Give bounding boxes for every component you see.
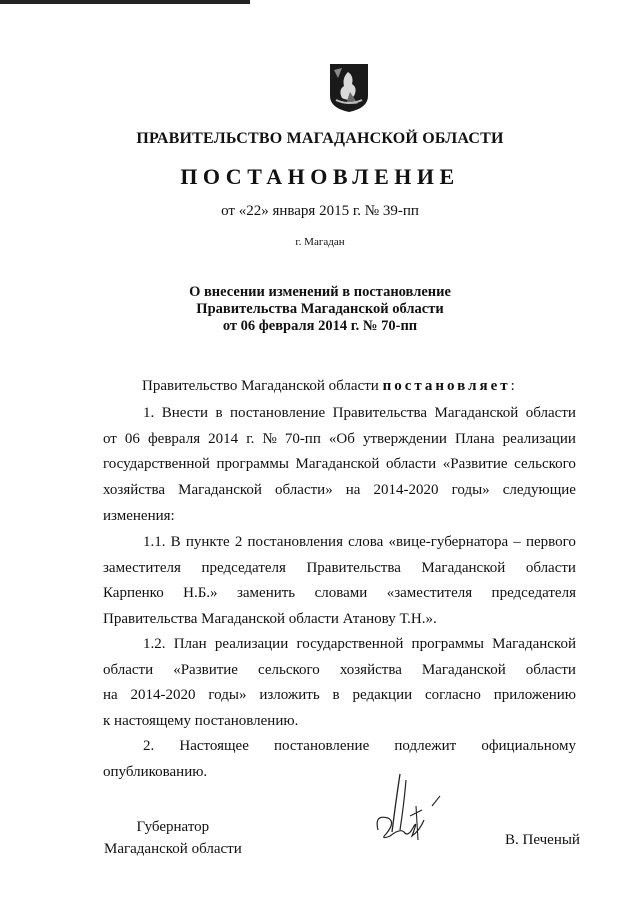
word: 2014 [208, 430, 239, 447]
word: Магаданской [178, 482, 262, 499]
word: – [513, 534, 521, 550]
word: Карпенко [103, 585, 164, 602]
paragraph-line [103, 452, 576, 478]
word: области [525, 661, 576, 678]
handwritten-signature [366, 770, 446, 845]
paragraph-line [103, 683, 576, 709]
lead-text: Правительство Магаданской области [142, 378, 379, 394]
paragraph-line [103, 734, 576, 760]
word: 70-пп [284, 430, 321, 447]
word: заменить [236, 585, 296, 602]
word: 1.1. [143, 534, 166, 550]
signatory-position [104, 816, 242, 860]
word: хозяйства [339, 661, 402, 678]
word: № [262, 430, 277, 447]
word: в [215, 405, 223, 421]
word: области [385, 456, 437, 473]
word: 1.2. [143, 636, 166, 652]
paragraph-1 [103, 401, 576, 529]
paragraph-line: опубликованию. [103, 763, 208, 780]
word: 2 [234, 534, 243, 550]
word: словами [314, 585, 368, 602]
word: изложить [259, 687, 320, 704]
word: постановление [274, 738, 370, 754]
word: Н.Б.» [183, 585, 218, 602]
word: первого [525, 534, 576, 550]
word: В [170, 534, 181, 550]
word: 06 [124, 430, 140, 447]
word: 1. [143, 405, 155, 421]
paragraph-line [103, 427, 576, 453]
word: «Об [328, 430, 355, 447]
organization-title: ПРАВИТЕЛЬСТВО МАГАДАНСКОЙ ОБЛАСТИ [136, 130, 504, 147]
word: на [345, 482, 361, 499]
subject-line: от 06 февраля 2014 г. № 70-пп [222, 318, 418, 334]
paragraph-line [103, 632, 576, 658]
word: 2. [143, 738, 155, 754]
paragraph-1-2 [103, 632, 576, 735]
paragraph-line: изменения: [103, 507, 175, 524]
word: утверждении [362, 430, 447, 447]
word: на [103, 687, 118, 704]
word: постановление [229, 405, 326, 421]
lead-colon: : [510, 378, 515, 394]
document-date-number: от «22» января 2015 г. № 39-пп [221, 203, 419, 219]
word: пункте [185, 534, 230, 550]
word: области» [275, 482, 333, 499]
word: годы» [208, 687, 247, 704]
word: Магаданской [492, 636, 576, 652]
word: План [173, 636, 207, 652]
word: следующие [502, 482, 576, 499]
paragraph-2 [103, 734, 576, 785]
word: официальному [481, 738, 576, 754]
paragraph-line [103, 581, 576, 607]
word: Настоящее [179, 738, 249, 754]
paragraph-line [103, 658, 576, 684]
word: Магаданской [421, 559, 506, 576]
word: сельского [514, 456, 576, 473]
word: области [525, 559, 576, 576]
word: председателя [201, 559, 286, 576]
word: редакции [352, 687, 413, 704]
word: «заместителя [386, 585, 473, 602]
word: хозяйства [103, 482, 166, 499]
word: от [103, 430, 117, 447]
word: государственной [296, 636, 404, 652]
word: заместителя [103, 559, 181, 576]
word: реализации [502, 430, 576, 447]
word: программы [411, 636, 484, 652]
word: постановления [247, 534, 343, 550]
word: 2014-2020 [373, 482, 439, 499]
coat-of-arms-icon [328, 62, 370, 114]
word: годы» [451, 482, 490, 499]
word: «вице-губернатора [388, 534, 509, 550]
signatory-position-line: Магаданской области [104, 841, 242, 857]
word: «Развитие [173, 661, 238, 678]
paragraph-line [103, 530, 576, 556]
document-city: г. Магадан [295, 236, 345, 248]
document-type-title: ПОСТАНОВЛЕНИЕ [180, 164, 460, 189]
word: Внести [161, 405, 208, 421]
word: слова [348, 534, 384, 550]
document-subject [0, 284, 640, 335]
word: реализации [214, 636, 289, 652]
paragraph-line: Правительства Магаданской области Атанову Т.Н.». [103, 611, 437, 628]
word: Магаданской [434, 405, 519, 421]
word: г. [246, 430, 255, 447]
signatory-position-line: Губернатор [136, 819, 210, 835]
word: Магаданской [421, 661, 506, 678]
word: Магаданской [295, 456, 380, 473]
word: Правительства [306, 559, 401, 576]
word: 2014-2020 [130, 687, 196, 704]
signatory-name: В. Печеный [505, 832, 580, 848]
lead-paragraph [142, 378, 515, 395]
word: в [332, 687, 340, 704]
word: февраля [147, 430, 201, 447]
subject-line: Правительства Магаданской области [196, 301, 444, 317]
paragraph-line [103, 478, 576, 504]
word: председателя [491, 585, 576, 602]
word: Плана [454, 430, 495, 447]
paragraph-line: к настоящему постановлению. [103, 713, 299, 730]
word: «Развитие [442, 456, 508, 473]
word: Правительства [332, 405, 428, 421]
word: государственной [103, 456, 210, 473]
word: области [103, 661, 154, 678]
word: согласно [424, 687, 481, 704]
word: программы [216, 456, 289, 473]
paragraph-1-1 [103, 530, 576, 633]
word: области [525, 405, 576, 421]
paragraph-line [103, 556, 576, 582]
word: приложению [493, 687, 576, 704]
word: сельского [258, 661, 320, 678]
paragraph-line [103, 401, 576, 427]
subject-line: О внесении изменений в постановление [189, 284, 451, 300]
word: подлежит [394, 738, 457, 754]
lead-emphasis: постановляет [382, 378, 511, 394]
scan-edge-mark [0, 0, 250, 4]
